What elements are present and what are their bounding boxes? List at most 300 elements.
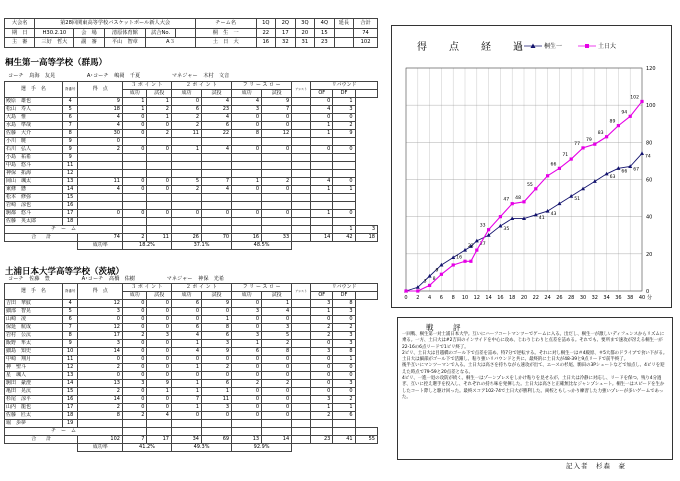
player-points: 13 (78, 380, 123, 388)
three-point-header: ３ ポ イ ン ト (122, 82, 171, 90)
table-row (5, 186, 378, 194)
date-value: H30.2.10 (35, 28, 74, 38)
table-row (5, 146, 378, 154)
player-stat: 5 (171, 178, 201, 186)
player-assist (292, 316, 311, 324)
player-stat (202, 138, 232, 146)
player-stat: 2 (333, 324, 355, 332)
table-row (5, 380, 378, 388)
player-stat: 2 (262, 380, 292, 388)
total-assist (292, 436, 311, 444)
subheader-att: 試投 (202, 90, 232, 98)
data-point-team2 (570, 157, 573, 160)
player-assist-or: 2 (311, 332, 333, 340)
table-row (5, 154, 378, 162)
player-name: 佐藤 英太郎 (5, 218, 63, 226)
table-row (5, 348, 378, 356)
q3-header: 3Q (295, 19, 315, 29)
subheader-of: OF (311, 292, 333, 300)
team-stat (311, 428, 333, 436)
total-stat: 55 (355, 436, 377, 444)
free-throw-pct: 48.5% (232, 242, 292, 250)
data-point-team1 (581, 187, 585, 191)
player-stat (122, 218, 146, 226)
player-stat: 7 (202, 178, 232, 186)
player-assist-or: 1 (311, 210, 333, 218)
tournament-label: 大会名 (5, 19, 35, 29)
player-number: 6 (62, 316, 78, 324)
player-stat: 0 (122, 348, 146, 356)
player-stat: 0 (147, 324, 172, 332)
player-stat: 1 (202, 316, 232, 324)
player-stat: 1 (147, 114, 172, 122)
data-point-team1 (498, 224, 502, 228)
data-point-team2 (487, 228, 490, 231)
player-stat: 0 (122, 324, 146, 332)
player-number: 9 (62, 138, 78, 146)
table-row (5, 404, 378, 412)
total-points: 74 (78, 234, 123, 242)
player-number: 5 (62, 308, 78, 316)
player-points: 9 (78, 98, 123, 106)
team-row (5, 428, 378, 436)
player-assist-or (311, 138, 333, 146)
data-point-team2 (629, 115, 632, 118)
player-assist-or (311, 154, 333, 162)
player-stat: 0 (122, 210, 146, 218)
subheader-made: 成功 (122, 292, 146, 300)
recorder-line: 記入者 杉森 豪 (566, 462, 626, 470)
table-row (5, 138, 378, 146)
player-stat: 0 (147, 396, 172, 404)
player-stat: 0 (262, 412, 292, 420)
game-no-value (176, 28, 196, 38)
player-stat: 6 (202, 380, 232, 388)
y-tick-label: 20 (646, 251, 653, 258)
data-label: 16 (456, 255, 462, 261)
review-text: 一回戦、桐生第一対土浦日本大学。互いにハーフコートマンツーでゲームに入る。出だし、桐生一が激しいディフェンスからリズムに乗る。一方、土日大は#2吉田のインサイドを中心に攻め、じわりじわりと点差を詰める。それでも、要所まで速攻が冴える桐生一が22-16の6点リードで1ピリ終了。 2ピリ、土日大は目越橋のゴール下で点差を詰め、特7分で逆転する。それに対し桐生一は＃4殿原、＃5大都のドライブで食い下がる。土日大は細部がゴール下で活躍し、粘り強いリバウンドと共に、最終的に土日大が48-39と9点リードで前半終了。 後半互いにマンツーマンで入る。土日大は高さを持ちながら速攻が出て、エースの杉尾、駒田の3Pシュートなどで加点し、4ピリを迎えた時点で79-59と20点差となる。 4ピリ、一進一退の攻防が続く。桐生一はゾーンプレスをしかけ粘りを見せるが、土日大は冷静に対応し、リードを保つ。残り4分過ぎ、互いに控え選手を投入し、それぞれの持ち味を発揮した。土日大は高さと正確無比なジャンプシュート。桐生一はスピードを生かしたコート際しと駆け回った。最終スコア102-74で土日大が勝利した。両校ともしっかり練習した力強いプレーが多いゲームであった。 (402, 332, 668, 400)
player-stat: 2 (333, 122, 355, 130)
player-stat: 4 (202, 146, 232, 154)
player-assist (292, 98, 311, 106)
player-assist (292, 130, 311, 138)
player-points: 30 (78, 130, 123, 138)
game-header-table (4, 18, 378, 48)
player-stat (232, 420, 262, 428)
player-points: 8 (78, 412, 123, 420)
player-stat: 0 (147, 146, 172, 154)
total-stat: 41 (333, 436, 355, 444)
player-stat: 0 (147, 300, 172, 308)
player-stat: 0 (232, 300, 262, 308)
player-stat (122, 162, 146, 170)
player-stat: 0 (232, 356, 262, 364)
player-number: 7 (62, 324, 78, 332)
team2-stats-table (4, 283, 378, 452)
team-stat (355, 428, 377, 436)
player-stat: 0 (147, 210, 172, 218)
player-stat: 0 (202, 308, 232, 316)
player-name: 駒都 悠斗 (5, 210, 63, 218)
player-assist (292, 388, 311, 396)
data-point-team2 (546, 174, 549, 177)
x-tick-label: 10 (461, 295, 469, 301)
data-point-team2 (617, 124, 620, 127)
player-stat: 2 (171, 186, 201, 194)
x-tick-label: 8 (451, 295, 455, 301)
player-stat: 3 (202, 340, 232, 348)
player-assist-or: 1 (311, 404, 333, 412)
data-point-team2 (475, 249, 478, 252)
player-number: 15 (62, 194, 78, 202)
table-row (5, 412, 378, 420)
player-number: 9 (62, 340, 78, 348)
player-stat: 1 (171, 404, 201, 412)
table-row (5, 106, 378, 114)
total-stat: 18 (355, 234, 377, 242)
manager-name: 神保 光希 (198, 276, 225, 282)
assistant-coach-name: 髙橋 佑樹 (109, 276, 135, 282)
team-stat (147, 226, 172, 234)
player-stat (171, 420, 201, 428)
x-tick-label: 38 (627, 295, 634, 301)
player-points: 3 (78, 340, 123, 348)
data-label: 83 (597, 130, 604, 136)
x-tick-label: 22 (532, 295, 539, 301)
team1-q3: 20 (295, 28, 315, 38)
player-assist-or: 1 (311, 130, 333, 138)
player-stat: 0 (122, 178, 146, 186)
player-number: 8 (62, 332, 78, 340)
player-stat: 11 (171, 130, 201, 138)
team2-staff-line (8, 275, 378, 282)
x-tick-label: 28 (568, 295, 575, 301)
assistant-coach-label: A･コーチ (86, 73, 109, 79)
assistant-coach-label: A･コーチ (81, 276, 104, 282)
player-name: 佐藤 匠太 (5, 412, 63, 420)
player-stat: 2 (147, 106, 172, 114)
player-assist (292, 122, 311, 130)
table-row (5, 114, 378, 122)
player-assist-or: 0 (311, 98, 333, 106)
player-stat (232, 154, 262, 162)
player-points: 3 (78, 308, 123, 316)
data-label: 3 (423, 279, 427, 285)
data-label: 35 (503, 226, 510, 232)
player-stat: 1 (333, 186, 355, 194)
two-point-pct: 49.3% (171, 444, 231, 452)
data-point-team2 (440, 273, 443, 276)
player-number: 4 (62, 98, 78, 106)
pct-spacer (292, 242, 378, 250)
player-header: 選 手 名 (5, 284, 63, 300)
player-stat (333, 170, 355, 178)
player-stat: 1 (171, 380, 201, 388)
player-points (78, 194, 123, 202)
player-stat: 0 (122, 316, 146, 324)
player-stat: 0 (122, 340, 146, 348)
player-assist (292, 218, 311, 226)
y-tick-label: 120 (646, 66, 656, 72)
data-point-team2 (463, 260, 466, 263)
player-points: 4 (78, 122, 123, 130)
team2-q4: 23 (315, 38, 335, 48)
player-stat: 2 (262, 178, 292, 186)
player-name: 岩村 公汰 (5, 332, 63, 340)
player-stat: 1 (171, 340, 201, 348)
total-stat: 11 (147, 234, 172, 242)
free-throw-pct: 92.9% (232, 444, 292, 452)
data-point-team1 (439, 263, 443, 267)
player-assist (292, 348, 311, 356)
player-points: 0 (78, 356, 123, 364)
player-assist (292, 202, 311, 210)
player-assist-or: 1 (311, 122, 333, 130)
data-label: 66 (550, 162, 557, 168)
y-tick-label: 0 (646, 289, 650, 295)
player-number: 16 (62, 396, 78, 404)
player-assist-or: 1 (311, 308, 333, 316)
review-title: 戦 評 (426, 323, 467, 332)
player-stat (147, 194, 172, 202)
player-stat: 0 (202, 356, 232, 364)
number-header: 背番号 (62, 82, 78, 98)
player-name: 岩崎 涼也 (5, 202, 63, 210)
player-number: 11 (62, 162, 78, 170)
player-stat: 4 (262, 308, 292, 316)
tournament-name: 第28回関東高等学校バスケットボール新人大会 (35, 19, 195, 29)
player-assist (292, 364, 311, 372)
percentage-row (5, 242, 378, 250)
player-stat: 9 (202, 348, 232, 356)
umpire-label: 副 審 (74, 38, 104, 48)
player-stat (262, 162, 292, 170)
player-stat: 0 (262, 356, 292, 364)
table-row (5, 340, 378, 348)
player-stat: 0 (262, 186, 292, 194)
player-stat: 2 (171, 114, 201, 122)
player-stat: 4 (202, 186, 232, 194)
player-stat: 2 (232, 380, 262, 388)
player-stat (147, 218, 172, 226)
player-stat: 8 (262, 348, 292, 356)
three-point-header: ３ ポ イ ン ト (122, 284, 171, 292)
player-stat: 0 (262, 114, 292, 122)
player-stat (122, 154, 146, 162)
player-stat: 0 (232, 186, 262, 194)
team-stat (171, 226, 201, 234)
player-stat: 0 (232, 404, 262, 412)
data-label: 22 (467, 244, 474, 250)
data-point-team1 (463, 248, 467, 252)
player-number: 9 (62, 154, 78, 162)
player-stat: 3 (202, 404, 232, 412)
player-stat: 3 (147, 332, 172, 340)
player-stat: 4 (202, 98, 232, 106)
player-name: 大島 惟 (5, 114, 63, 122)
rebound-header: リバウンド (311, 284, 378, 292)
player-stat: 0 (122, 146, 146, 154)
player-name: 中崎 翔月 (5, 356, 63, 364)
player-number: 13 (62, 372, 78, 380)
player-stat: 0 (333, 210, 355, 218)
player-stat (122, 420, 146, 428)
venue-value: 清原体育館 (104, 28, 145, 38)
player-stat (122, 170, 146, 178)
player-stat: 1 (171, 146, 201, 154)
data-point-team2 (522, 200, 525, 203)
player-stat: 4 (171, 348, 201, 356)
player-assist (292, 380, 311, 388)
subheader-made: 成功 (122, 90, 146, 98)
data-label: 89 (609, 119, 616, 125)
player-stat (232, 138, 262, 146)
data-label: 66 (621, 169, 628, 175)
player-stat: 4 (147, 412, 172, 420)
player-stat: 1 (171, 388, 201, 396)
player-stat: 0 (262, 372, 292, 380)
table-row (5, 364, 378, 372)
y-tick-label: 80 (646, 140, 653, 147)
data-point-team2 (593, 143, 596, 146)
player-stat: 3 (232, 106, 262, 114)
player-assist (292, 308, 311, 316)
player-stat (202, 170, 232, 178)
player-stat: 0 (122, 396, 146, 404)
player-stat: 2 (122, 412, 146, 420)
x-tick-label: 24 (544, 295, 551, 301)
player-number: 6 (62, 114, 78, 122)
player-stat: 0 (171, 308, 201, 316)
player-stat: 0 (202, 210, 232, 218)
total-row-label: 合 計 (5, 436, 78, 444)
player-stat: 6 (171, 106, 201, 114)
player-stat: 0 (262, 404, 292, 412)
player-assist (292, 186, 311, 194)
table-row (5, 332, 378, 340)
subheader-att: 試投 (147, 292, 172, 300)
player-stat: 0 (171, 412, 201, 420)
table-row (5, 122, 378, 130)
team1-ot (334, 28, 354, 38)
legend-label-team1: 桐生一 (544, 43, 563, 50)
player-stat: 7 (262, 106, 292, 114)
player-points (78, 218, 123, 226)
total-stat: 33 (262, 234, 292, 242)
stats-header-row (5, 82, 378, 90)
player-stat: 0 (333, 114, 355, 122)
player-stat: 0 (147, 348, 172, 356)
player-stat: 6 (171, 324, 201, 332)
player-number: 5 (62, 106, 78, 114)
data-point-team2 (469, 260, 472, 263)
legend-label-team2: 土日大 (598, 43, 617, 50)
player-stat: 0 (122, 130, 146, 138)
table-row (5, 98, 378, 106)
player-name: 杉尾 涼平 (5, 396, 63, 404)
player-stat: 11 (202, 396, 232, 404)
total-row (5, 436, 378, 444)
player-stat: 4 (232, 98, 262, 106)
team-stat (202, 226, 232, 234)
assist-header: アシスト (292, 82, 311, 98)
data-point-team2 (558, 167, 561, 170)
team1-total: 74 (354, 28, 378, 38)
player-stat: 3 (333, 106, 355, 114)
team1-staff-line (8, 72, 378, 79)
player-stat: 3 (333, 332, 355, 340)
subheader-att: 試投 (202, 292, 232, 300)
player-assist (292, 412, 311, 420)
player-stat (202, 162, 232, 170)
game-review-box (397, 317, 673, 460)
player-points: 4 (78, 186, 123, 194)
player-assist-or: 1 (311, 186, 333, 194)
player-stat (202, 154, 232, 162)
player-stat: 4 (202, 114, 232, 122)
data-point-team2 (428, 284, 431, 287)
player-stat (232, 162, 262, 170)
x-tick-label: 12 (473, 295, 480, 301)
player-number: 14 (62, 380, 78, 388)
player-number: 8 (62, 130, 78, 138)
coach-name: 佐藤 豊 (29, 276, 50, 282)
two-point-header: ２ ポ イ ン ト (171, 284, 231, 292)
player-stat (171, 194, 201, 202)
y-tick-label: 100 (646, 103, 656, 110)
player-stat: 1 (147, 98, 172, 106)
table-row (5, 218, 378, 226)
total-stat: 42 (333, 234, 355, 242)
player-stat: 1 (333, 404, 355, 412)
player-number: 14 (62, 186, 78, 194)
player-assist-or: 3 (311, 396, 333, 404)
x-tick-label: 18 (509, 295, 516, 301)
player-name: 佐藤 大介 (5, 130, 63, 138)
team-stat: 3 (355, 226, 377, 234)
total-stat: 7 (122, 436, 146, 444)
data-point-team1 (546, 209, 550, 213)
player-points (78, 170, 123, 178)
player-points (78, 202, 123, 210)
player-stat: 0 (262, 364, 292, 372)
team-row-label: チ ー ム (5, 428, 123, 436)
player-stat: 0 (262, 146, 292, 154)
subheader-of: OF (311, 90, 333, 98)
player-number: 11 (62, 356, 78, 364)
player-assist-or (311, 194, 333, 202)
player-name: 細部 智晃 (5, 308, 63, 316)
table-row (5, 324, 378, 332)
player-stat: 8 (232, 130, 262, 138)
ot-header: 延長 (334, 19, 354, 29)
player-stat (147, 420, 172, 428)
player-stat (171, 162, 201, 170)
player-stat: 0 (333, 388, 355, 396)
x-tick-label: 26 (556, 295, 563, 301)
player-stat (122, 194, 146, 202)
total-row-label: 合 計 (5, 234, 78, 242)
player-assist (292, 162, 311, 170)
player-name: 岡山 颯太 (5, 178, 63, 186)
player-stat: 0 (232, 210, 262, 218)
player-number: 4 (62, 300, 78, 308)
team-row-label: チ ー ム (5, 226, 123, 234)
player-assist (292, 106, 311, 114)
player-assist (292, 372, 311, 380)
data-point-team2 (511, 202, 514, 205)
player-stat: 0 (232, 364, 262, 372)
